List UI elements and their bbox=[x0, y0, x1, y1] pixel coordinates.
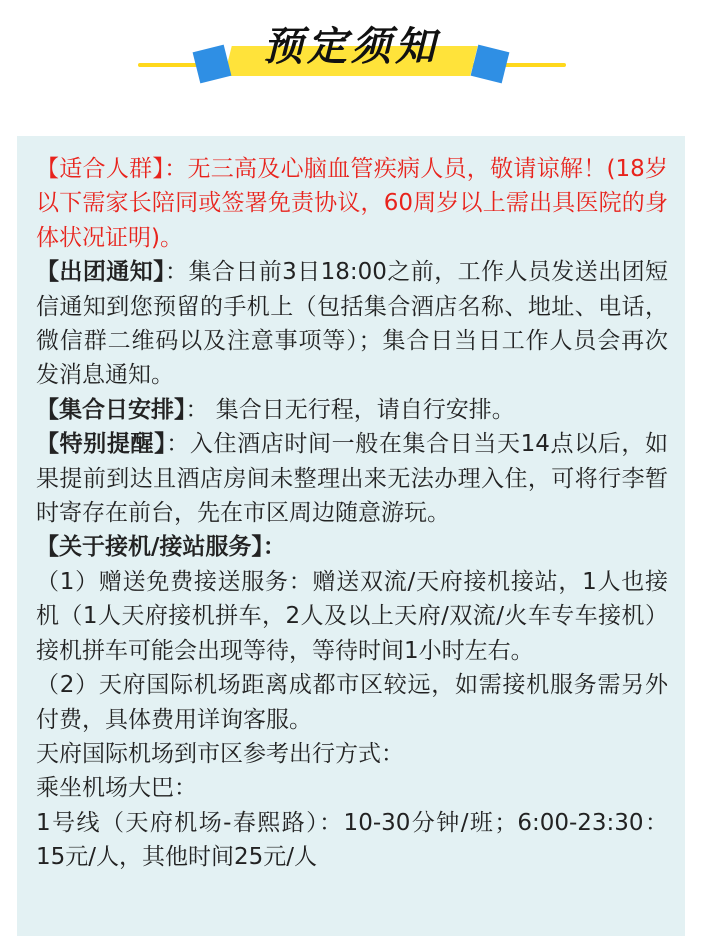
pickup-service-heading bbox=[36, 530, 668, 564]
section-header bbox=[0, 0, 702, 110]
notice-body bbox=[36, 152, 668, 875]
target-group-paragraph bbox=[36, 152, 668, 255]
pickup-service-label: 【关于接机/接站服务】 bbox=[36, 534, 263, 561]
special-reminder-text: ：入住酒店时间一般在集合日当天14点以后，如果提前到达且酒店房间未整理出来无法办理入住，可将行李暂时寄存在前台，先在市区周边随意游玩。 bbox=[36, 431, 668, 527]
departure-notice-paragraph bbox=[36, 255, 668, 393]
target-group-label: 【适合人群】 bbox=[36, 156, 165, 182]
page-title: 预定须知 bbox=[263, 24, 439, 70]
assembly-day-paragraph bbox=[36, 393, 668, 427]
airport-bus-heading: 乘坐机场大巴： bbox=[36, 775, 197, 802]
target-group-text: ：无三高及心脑血管疾病人员，敬请谅解！(18岁以下需家长陪同或签署免责协议，60周岁以上需出具医院的身体状况证明)。 bbox=[36, 156, 669, 251]
assembly-day-text: ： 集合日无行程，请自行安排。 bbox=[185, 396, 515, 423]
departure-notice-text: ：集合日前3日18:00之前，工作人员发送出团短信通知到您预留的手机上（包括集合酒店名称、地址、电话，微信群二维码以及注意事项等）；集合日当日工作人员会再次发消息通知。 bbox=[36, 259, 669, 389]
assembly-day-label: 【集合日安排】 bbox=[36, 396, 186, 423]
pickup-service-suffix: ： bbox=[262, 534, 286, 561]
special-reminder-label: 【特别提醒】 bbox=[36, 431, 167, 458]
airport-bus-line-1: 1号线（天府机场-春熙路）：10-30分钟/班；6:00-23:30：15元/人，其他时间25元/人 bbox=[36, 809, 668, 871]
departure-notice-label: 【出团通知】 bbox=[36, 259, 166, 286]
transport-intro: 天府国际机场到市区参考出行方式： bbox=[36, 740, 404, 767]
pickup-service-item-2: （2）天府国际机场距离成都市区较远，如需接机服务需另外付费，具体费用详询客服。 bbox=[36, 672, 668, 733]
special-reminder-paragraph bbox=[36, 427, 668, 530]
pickup-service-item-1: （1）赠送免费接送服务：赠送双流/天府接机接站，1人也接机（1人天府接机拼车，2人及以上天府/双流/火车专车接机）接机拼车可能会出现等待，等待时间1小时左右。 bbox=[36, 568, 668, 664]
